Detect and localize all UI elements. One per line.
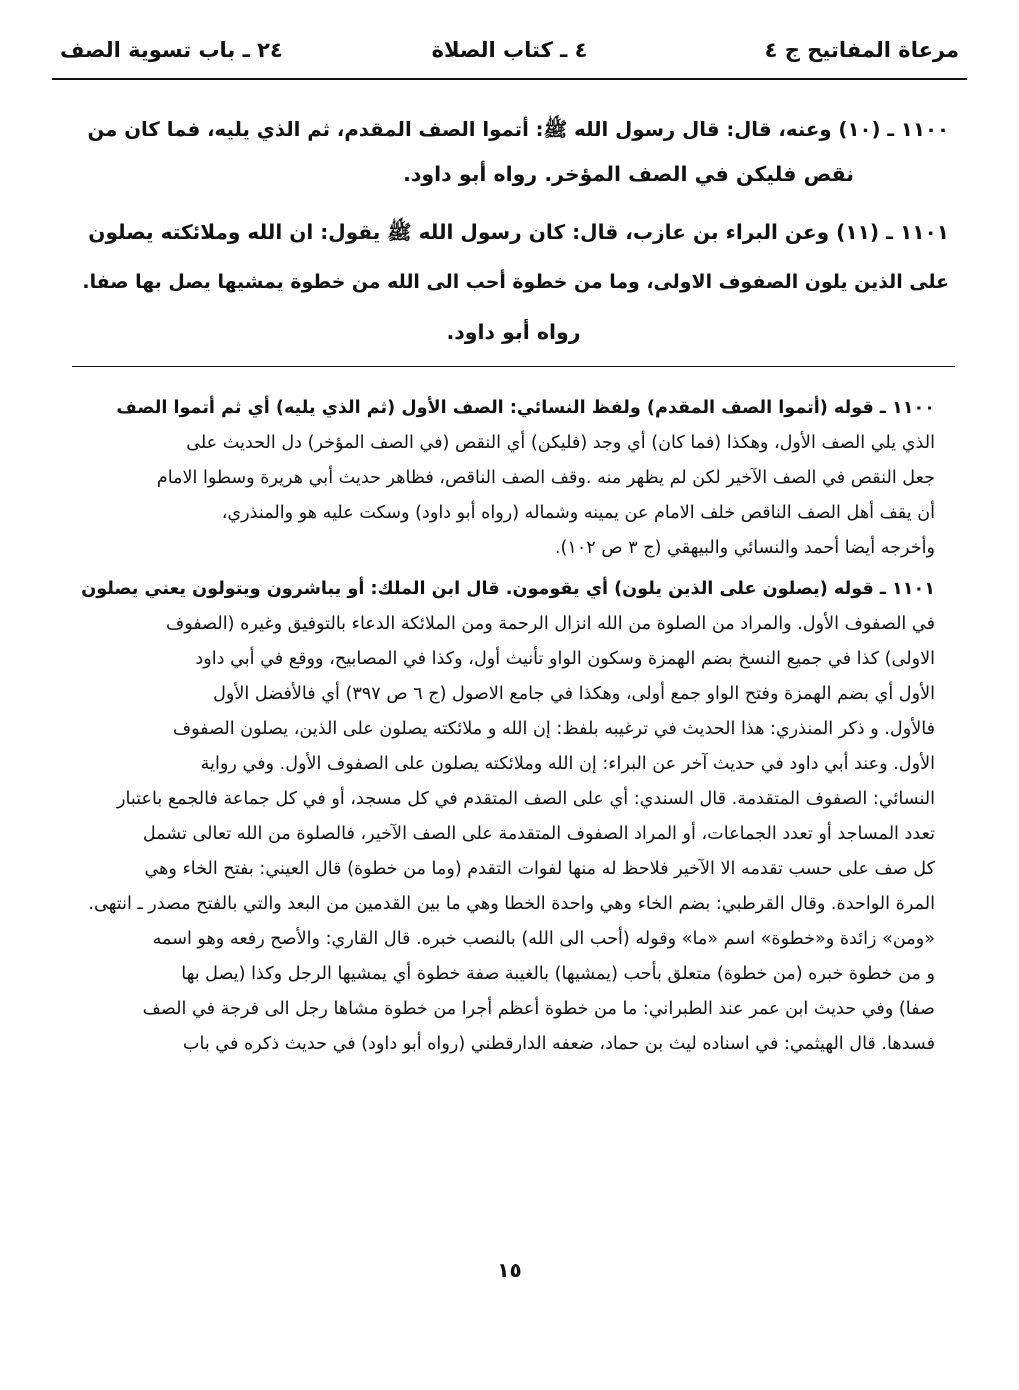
commentary-line: النسائي: الصفوف المتقدمة. قال السندي: أي على الصف المتقدم في كل مسجد، أو في كل جماعة فالجمع باعتبار <box>117 789 935 809</box>
header-book-title: مرعاة المفاتيح ج ٤ <box>764 38 959 62</box>
hadith-line: نقص فليكن في الصف المؤخر. رواه أبو داود. <box>403 162 854 186</box>
page-number: ١٥ <box>497 1258 522 1282</box>
hadith-line: على الذين يلون الصفوف الاولى، وما من خطوة أحب الى الله من خطوة يمشيها يصل بها صفا. <box>82 271 949 293</box>
text-divider <box>72 366 955 367</box>
commentary-line: ١١٠٠ ـ قوله (أتموا الصف المقدم) ولفظ النسائي: الصف الأول (ثم الذي يليه) أي ثم أتموا الصف <box>116 398 935 418</box>
commentary-line: صفا) وفي حديث ابن عمر عند الطبراني: ما من خطوة أعظم أجرا من خطوة مشاها رجل الى فرجة في الصف <box>142 999 935 1019</box>
commentary-line: فالأول. و ذكر المنذري: هذا الحديث في ترغيبه بلفظ: إن الله و ملائكته يصلون على الذين، يصلون الصفوف <box>172 719 935 739</box>
running-header <box>60 34 959 74</box>
commentary-line: فسدها. قال الهيثمي: في اسناده ليث بن حماد، ضعفه الدارقطني (رواه أبو داود) في حديث ذكره في باب <box>182 1034 935 1054</box>
hadith-line: ١١٠٠ ـ (١٠) وعنه، قال: قال رسول الله ﷺ: أتموا الصف المقدم، ثم الذي يليه، فما كان من <box>87 118 949 141</box>
commentary-line: الاولى) كذا في جميع النسخ بضم الهمزة وسكون الواو تأنيث أول، وكذا في المصابيح، ووقع في أبي داود <box>195 649 935 669</box>
commentary-line: تعدد المساجد أو تعدد الجماعات، أو المراد الصفوف المتقدمة على الصف الآخير، فالصلوة من الله تعالى تشمل <box>142 824 935 844</box>
commentary-block <box>72 391 935 1062</box>
header-chapter-title: ٤ ـ كتاب الصلاة <box>431 38 588 62</box>
commentary-line: الذي يلي الصف الأول، وهكذا (فما كان) أي وجد (فليكن) أي النقص (في الصف المؤخر) دل الحديث على <box>186 433 935 453</box>
hadith-1100 <box>78 108 949 196</box>
header-section-title: ٢٤ ـ باب تسوية الصف <box>60 38 283 62</box>
hadith-1101 <box>78 210 949 354</box>
commentary-line: ١١٠١ ـ قوله (يصلون على الذين يلون) أي يقومون. قال ابن الملك: أو يباشرون ويتولون يعني يصلون <box>81 579 935 599</box>
commentary-line: جعل النقص في الصف الآخير لكن لم يظهر منه .وقف الصف الناقص، فظاهر حديث أبي هريرة وسطوا الامام <box>156 468 935 488</box>
header-rule <box>52 78 967 80</box>
commentary-line: وأخرجه أيضا أحمد والنسائي والبيهقي (ج ٣ ص ١٠٢). <box>554 538 935 558</box>
commentary-line: أن يقف أهل الصف الناقص خلف الامام عن يمينه وشماله (رواه أبو داود) وسكت عليه هو والمنذري، <box>221 503 935 523</box>
hadith-line: ١١٠١ ـ (١١) وعن البراء بن عازب، قال: كان رسول الله ﷺ يقول: ان الله وملائكته يصلون <box>88 220 949 244</box>
commentary-line: في الصفوف الأول. والمراد من الصلوة من الله انزال الرحمة ومن الملائكة الدعاء بالتوفيق وغيره (الصفوف <box>165 614 935 634</box>
commentary-line: الأول أي بضم الهمزة وفتح الواو جمع أولى، وهكذا في جامع الاصول (ج ٦ ص ٣٩٧) أي فالأفضل الأول <box>213 684 935 704</box>
commentary-line: المرة الواحدة. وقال القرطبي: بضم الخاء وهي واحدة الخطا وهي ما بين القدمين من البعد والتي بالفتح مصدر ـ انتهى. <box>88 894 935 914</box>
commentary-line: و من خطوة خبره (من خطوة) متعلق بأحب (يمشيها) بالغيبة صفة خطوة أي يمشيها الرجل وكذا (يصل بها <box>181 964 935 984</box>
commentary-line: كل صف على حسب تقدمه الا الآخير فلاحظ له منها لفوات التقدم (وما من خطوة) قال العيني: بفتح الخاء وهي <box>144 859 935 879</box>
commentary-line: الأول. وعند أبي داود في حديث آخر عن البراء: إن الله وملائكته يصلون على الصفوف الأول. وفي رواية <box>200 754 935 774</box>
hadith-line: رواه أبو داود. <box>446 320 581 344</box>
commentary-line: «ومن» زائدة و«خطوة» اسم «ما» وقوله (أحب الى الله) بالنصب خبره. قال القاري: والأصح رفعه وهو اسمه <box>152 929 935 949</box>
